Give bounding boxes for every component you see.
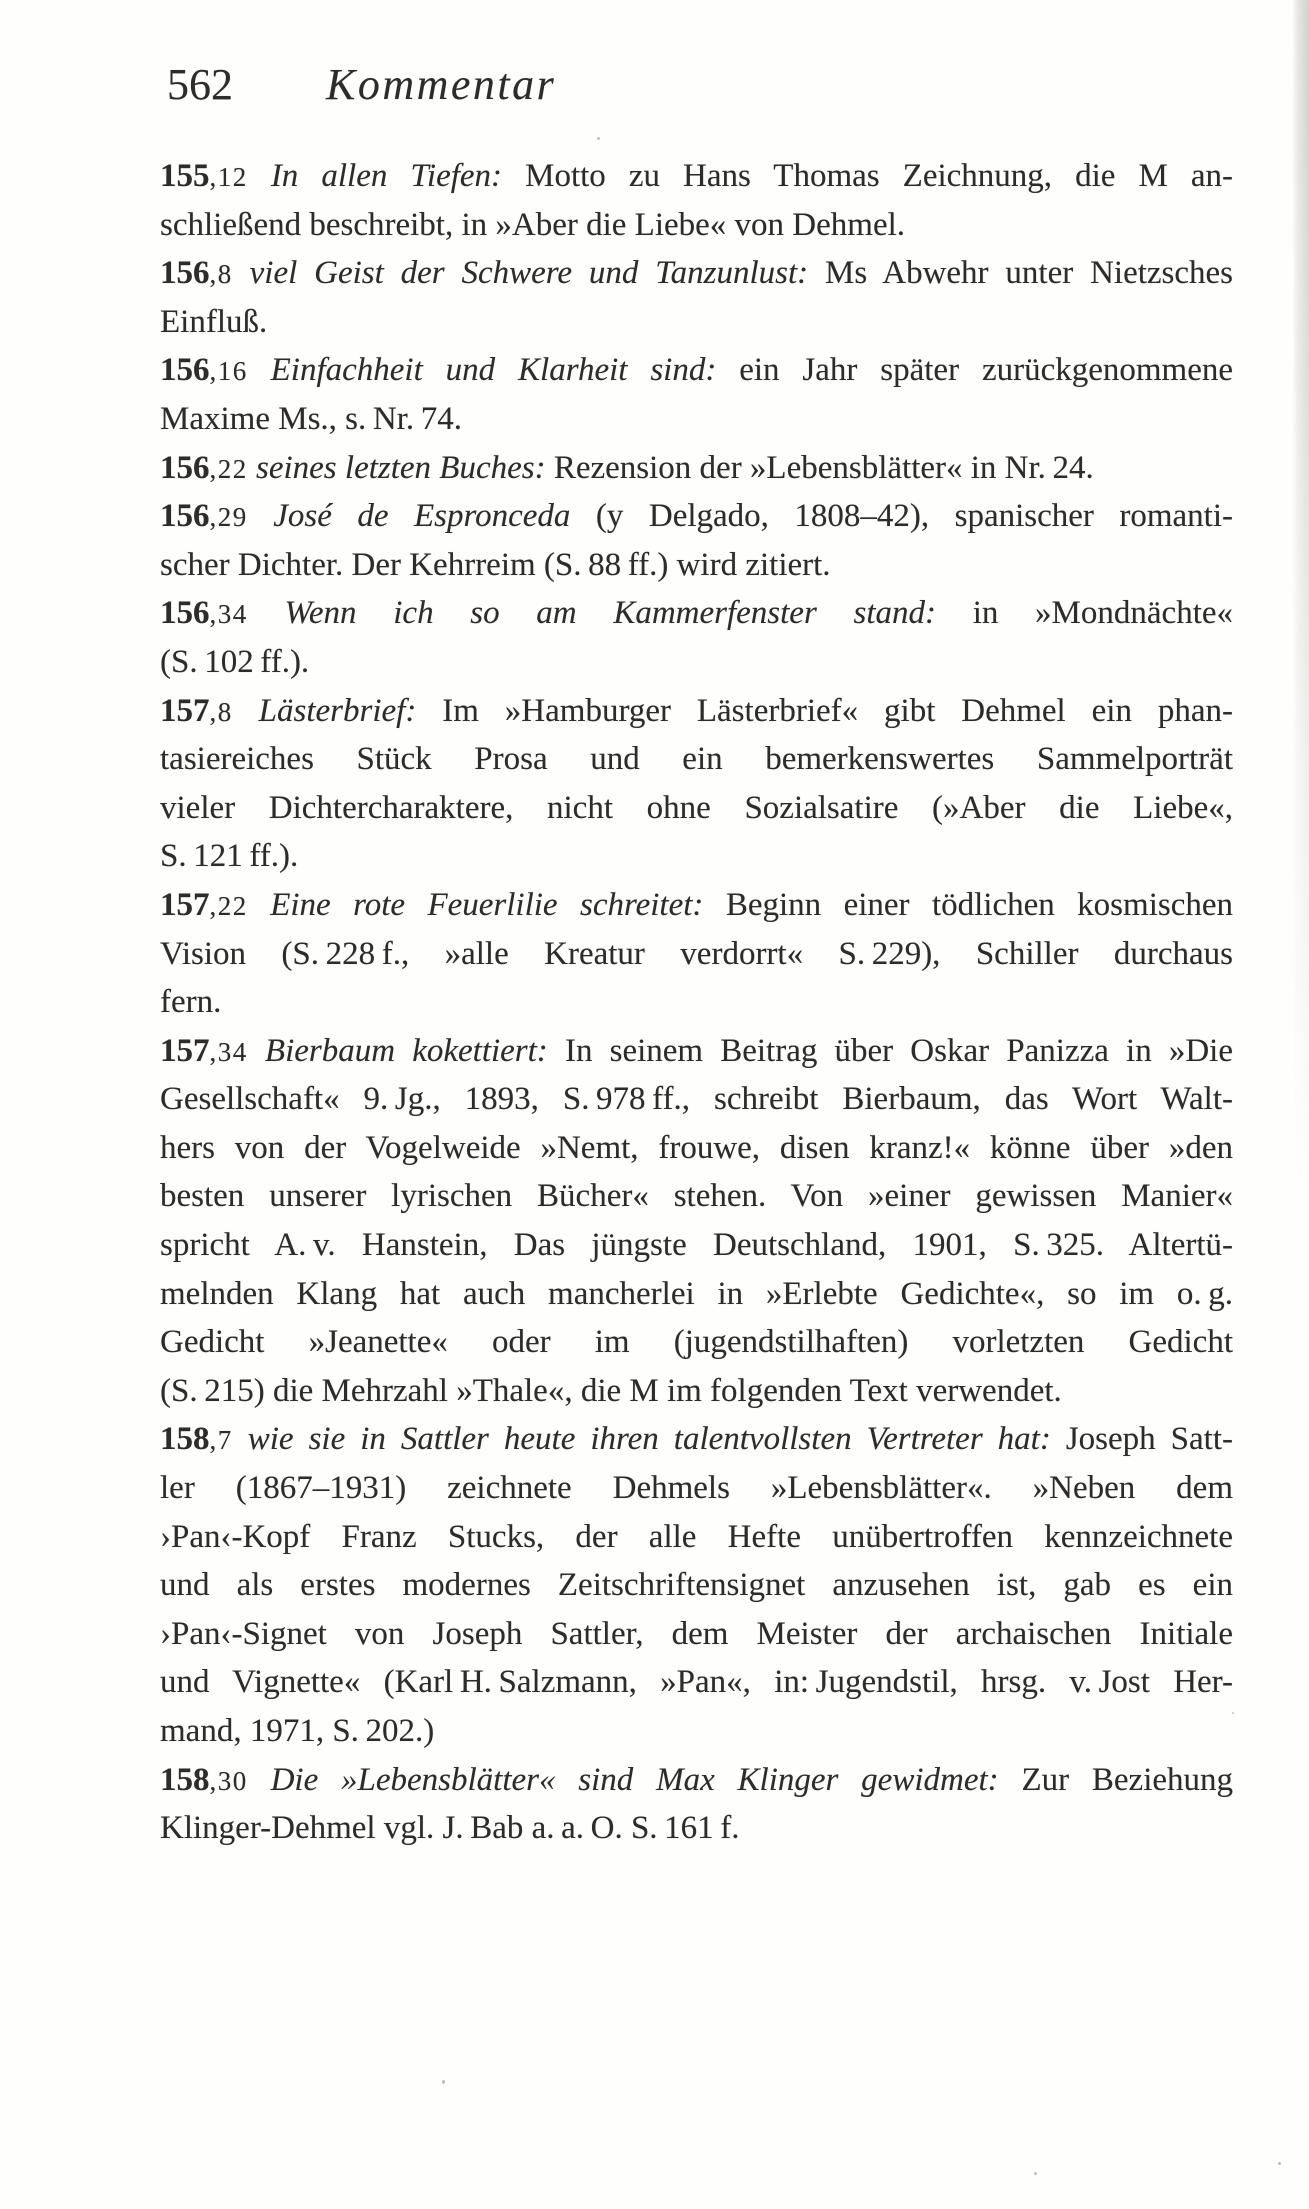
entry-line-number: ,30	[209, 1765, 248, 1796]
text-line	[160, 492, 1233, 541]
scan-speck	[1278, 2162, 1281, 2165]
text-line	[160, 1075, 1233, 1124]
text-line-content	[160, 1415, 1233, 1465]
entry-page-number: 156	[160, 595, 210, 632]
text-line-content	[160, 1221, 1233, 1270]
lemma-text: Bierbaum kokettiert:	[264, 1032, 548, 1069]
text-line-content	[160, 201, 905, 250]
commentary-segment: fern.	[160, 984, 222, 1021]
text-line-content	[160, 978, 221, 1027]
commentary-segment	[248, 1033, 265, 1069]
commentary-segment: Motto zu Hans Thomas Zeichnung, die M an-	[502, 158, 1233, 194]
text-line	[160, 1221, 1233, 1270]
text-line	[160, 1172, 1233, 1221]
entry-page-number: 157	[160, 692, 210, 729]
commentary-segment: schließend beschreibt, in »Aber die Liebe« von Dehmel.	[160, 206, 906, 243]
entry-page-number: 156	[160, 255, 210, 292]
text-line-content	[160, 1075, 1233, 1124]
running-head	[0, 60, 1309, 123]
text-line-content	[160, 1756, 1233, 1806]
lemma-text: Wenn ich so am Kammerfenster stand:	[284, 595, 936, 632]
text-line-content	[160, 1707, 434, 1756]
commentary-segment: tasiereiches Stück Prosa und ein bemerkenswertes Sammelporträt	[160, 741, 1233, 778]
commentary-segment: S. 121 ff.).	[160, 838, 299, 875]
commentary-segment: ›Pan‹-Kopf Franz Stucks, der alle Hefte unübertroffen kennzeichnete	[160, 1518, 1233, 1555]
commentary-segment: In seinem Beitrag über Oskar Panizza in »Die	[547, 1032, 1234, 1069]
text-line	[160, 1318, 1233, 1367]
page-number: 562	[167, 60, 233, 109]
commentary-segment: spricht A. v. Hanstein, Das jüngste Deutschland, 1901, S. 325. Altertü-	[160, 1227, 1233, 1264]
lemma-text: Eine rote Feuerlilie schreitet:	[270, 886, 704, 923]
lemma-text: In allen Tiefen:	[270, 158, 503, 194]
commentary-segment: ler (1867–1931) zeichnete Dehmels »Lebensblätter«. »Neben dem	[160, 1470, 1233, 1507]
text-line-content	[160, 1027, 1233, 1077]
commentary-segment: scher Dichter. Der Kehrreim (S. 88 ff.) wird zitiert.	[160, 546, 831, 583]
commentary-segment	[248, 498, 273, 534]
entry-line-number: ,34	[209, 1036, 248, 1067]
entry-page-number: 155	[160, 158, 210, 194]
text-line	[160, 1658, 1233, 1707]
commentary-segment	[248, 352, 271, 388]
lemma-text: viel Geist der Schwere und Tanzunlust:	[249, 255, 809, 292]
text-line	[160, 201, 1233, 250]
text-line	[160, 881, 1233, 930]
text-line	[160, 444, 1233, 493]
text-line-content	[160, 249, 1233, 299]
scan-speck	[1232, 1712, 1234, 1714]
text-line	[160, 346, 1233, 395]
commentary-segment: mand, 1971, S. 202.)	[160, 1713, 435, 1749]
entry-page-number: 158	[160, 1421, 210, 1458]
entry-page-number: 156	[160, 498, 210, 535]
text-line-content	[160, 1367, 1062, 1416]
text-line-content	[160, 930, 1233, 979]
commentary-segment: hers von der Vogelweide »Nemt, frouwe, disen kranz!« könne über »den	[160, 1129, 1233, 1166]
entry-page-number: 156	[160, 449, 210, 486]
commentary-segment: besten unserer lyrischen Bücher« stehen. Von »einer gewissen Manier«	[160, 1178, 1233, 1215]
entry-page-number: 156	[160, 352, 210, 389]
commentary-segment	[248, 450, 256, 486]
commentary-segment: und als erstes modernes Zeitschriftensignet anzusehen ist, gab es ein	[160, 1567, 1233, 1604]
commentary-segment: Ms Abwehr unter Nietzsches	[808, 255, 1234, 292]
entry-line-number: ,22	[209, 890, 248, 921]
text-line-content	[160, 638, 309, 687]
text-line	[160, 1124, 1233, 1173]
text-line-content	[160, 881, 1233, 931]
text-line	[160, 638, 1233, 687]
entry-line-number: ,8	[209, 259, 233, 290]
lemma-text: José de Espronceda	[273, 498, 571, 535]
commentary-segment	[248, 887, 270, 923]
text-line-content	[160, 444, 1094, 494]
text-line	[160, 1270, 1233, 1319]
commentary-text	[160, 152, 1233, 1853]
commentary-segment: Zur Beziehung	[998, 1761, 1234, 1798]
text-line-content	[160, 1172, 1233, 1221]
text-line	[160, 784, 1233, 833]
text-line-content	[160, 492, 1233, 542]
text-line-content	[160, 1318, 1233, 1367]
text-line	[160, 735, 1233, 784]
text-line	[160, 1513, 1233, 1562]
text-line	[160, 1610, 1233, 1659]
commentary-segment: und Vignette« (Karl H. Salzmann, »Pan«, in: Jugendstil, hrsg. v. Jost Her-	[160, 1664, 1233, 1701]
commentary-segment: Beginn einer tödlichen kosmischen	[703, 886, 1233, 923]
text-line-content	[160, 298, 267, 347]
text-line	[160, 832, 1233, 881]
running-header-title: Kommentar	[326, 60, 557, 109]
text-line-content	[160, 1513, 1233, 1562]
commentary-segment: Joseph Satt-	[1050, 1421, 1233, 1458]
text-line-content	[160, 541, 831, 590]
text-line-content	[160, 1270, 1233, 1319]
commentary-segment: Im »Hamburger Lästerbrief« gibt Dehmel ein phan-	[416, 692, 1233, 729]
text-line	[160, 152, 1233, 201]
text-line-content	[160, 832, 298, 881]
text-line-content	[160, 1610, 1233, 1659]
commentary-segment: Rezension der »Lebensblätter« in Nr. 24.	[545, 449, 1094, 486]
lemma-text: seines letzten Buches:	[256, 449, 546, 486]
text-line	[160, 1756, 1233, 1805]
entry-line-number: ,7	[209, 1425, 233, 1456]
text-line	[160, 930, 1233, 979]
commentary-segment	[248, 1762, 271, 1798]
text-line	[160, 687, 1233, 736]
commentary-segment: ein Jahr später zurückgenommene	[716, 352, 1234, 389]
lemma-text: wie sie in Sattler heute ihren talentvollsten Vertreter hat:	[247, 1421, 1051, 1458]
commentary-segment: in »Mondnächte«	[936, 595, 1234, 632]
text-line	[160, 978, 1233, 1027]
commentary-segment: Vision (S. 228 f., »alle Kreatur verdorrt« S. 229), Schiller durchaus	[160, 935, 1233, 972]
commentary-segment: Gesellschaft« 9. Jg., 1893, S. 978 ff., schreibt Bierbaum, das Wort Walt-	[160, 1081, 1233, 1118]
text-line	[160, 1367, 1233, 1416]
commentary-segment: Gedicht »Jeanette« oder im (jugendstilhaften) vorletzten Gedicht	[160, 1324, 1233, 1361]
text-line-content	[160, 784, 1233, 833]
entry-line-number: ,16	[209, 356, 248, 387]
commentary-segment: (y Delgado, 1808–42), spanischer romanti-	[570, 498, 1234, 535]
entry-line-number: ,34	[209, 599, 248, 630]
commentary-segment: Einfluß.	[160, 303, 268, 340]
entry-line-number: ,22	[209, 453, 248, 484]
text-line-content	[160, 346, 1233, 396]
commentary-segment: vieler Dichtercharaktere, nicht ohne Sozialsatire (»Aber die Liebe«,	[160, 789, 1233, 826]
text-line-content	[160, 1561, 1233, 1610]
entry-page-number: 157	[160, 1032, 210, 1069]
scan-page-edge	[1292, 0, 1309, 1250]
text-line	[160, 1561, 1233, 1610]
commentary-segment: Klinger-Dehmel vgl. J. Bab a. a. O. S. 161 f.	[160, 1810, 740, 1847]
text-line	[160, 395, 1233, 444]
commentary-segment	[233, 693, 259, 729]
lemma-text: Lästerbrief:	[258, 692, 417, 729]
text-line-content	[160, 687, 1233, 737]
commentary-segment: Maxime Ms., s. Nr. 74.	[160, 400, 462, 437]
text-line	[160, 1415, 1233, 1464]
lemma-text: Die »Lebensblätter« sind Max Klinger gewidmet:	[270, 1761, 999, 1798]
commentary-segment	[233, 255, 250, 291]
text-line	[160, 298, 1233, 347]
commentary-segment	[233, 1421, 248, 1457]
text-line-content	[160, 152, 1233, 202]
text-line	[160, 249, 1233, 298]
text-line	[160, 1707, 1233, 1756]
entry-page-number: 158	[160, 1761, 210, 1798]
commentary-segment: (S. 102 ff.).	[160, 643, 310, 680]
text-line-content	[160, 589, 1233, 639]
text-line	[160, 589, 1233, 638]
text-line-content	[160, 1658, 1233, 1707]
entry-page-number: 157	[160, 886, 210, 923]
text-line	[160, 1804, 1233, 1853]
text-line-content	[160, 1124, 1233, 1173]
commentary-segment	[248, 595, 285, 631]
commentary-segment: ›Pan‹-Signet von Joseph Sattler, dem Meister der archaischen Initiale	[160, 1615, 1233, 1652]
scan-speck	[442, 2080, 445, 2084]
entry-line-number: ,12	[209, 162, 248, 192]
commentary-segment: (S. 215) die Mehrzahl »Thale«, die M im folgenden Text verwendet.	[160, 1372, 1062, 1409]
text-line-content	[160, 1804, 740, 1853]
text-line	[160, 541, 1233, 590]
text-line	[160, 1027, 1233, 1076]
commentary-segment	[248, 158, 271, 194]
scan-speck	[597, 137, 600, 140]
scan-speck	[1034, 2172, 1037, 2175]
entry-line-number: ,29	[209, 502, 248, 533]
text-line-content	[160, 735, 1233, 784]
entry-line-number: ,8	[209, 696, 233, 727]
commentary-segment: melnden Klang hat auch mancherlei in »Erlebte Gedichte«, so im o. g.	[160, 1275, 1233, 1312]
lemma-text: Einfachheit und Klarheit sind:	[270, 352, 717, 389]
text-line-content	[160, 1464, 1233, 1513]
text-line-content	[160, 395, 462, 444]
text-line	[160, 1464, 1233, 1513]
